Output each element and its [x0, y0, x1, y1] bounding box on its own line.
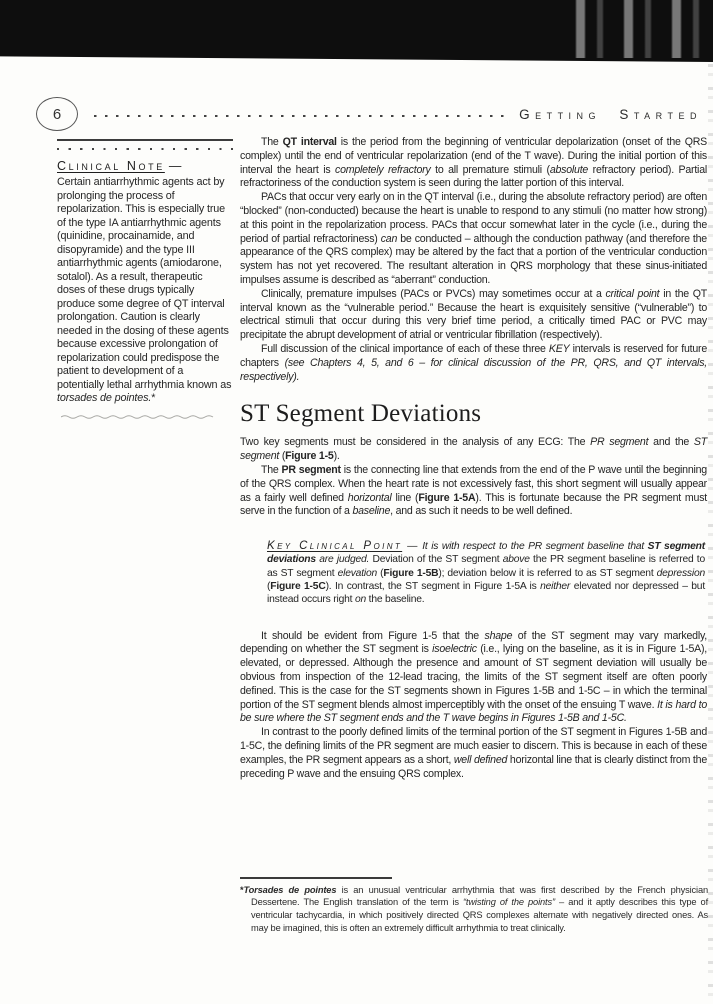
header-dots-leader — [94, 115, 505, 118]
footnote — [240, 877, 708, 935]
key-point-body: It is with respect to the PR segment baseline that ST segment deviations are judged. Deviation of the ST segment above the PR segment baseline is referred to as ST segment elevation (Figure 1-5B); deviation below it is referred to as ST segment depression (Figure 1-5C). In contrast, the ST segment in Figure 1-5A is neither elevated nor depressed – but instead occurs right on the baseline. — [267, 541, 705, 606]
main-column — [240, 136, 707, 781]
key-clinical-point — [267, 540, 705, 606]
key-point-dash: — — [407, 541, 418, 553]
note-title-row — [57, 159, 233, 173]
clinical-note-sidebar — [57, 139, 233, 421]
note-title-dash: — — [168, 159, 182, 174]
paragraph-qt-3: Clinically, premature impulses (PACs or PVCs) may sometimes occur at a critical point in the QT interval known as the “vulnerable period.” Because the heart is exquisitely sensitive (“vulnerable”) to electrical stimuli that occur during this very brief time period, a critically timed PAC or PVC may precipitate the abrupt development of atrial or ventricular fibrillation (respectively). — [240, 287, 707, 342]
paragraph-st-rest-2: In contrast to the poorly defined limits of the terminal portion of the ST segment in Figures 1-5B and 1-5C, the defining limits of the PR segment are much easier to discern. This is because in each of these examples, the PR segment appears as a short, well defined horizontal line that is clearly distinct from the preceding P wave and the ensuing QRS complex. — [240, 726, 707, 780]
paragraph-qt-4: Full discussion of the clinical importance of each of these three KEY intervals is reserved for future chapters (see Chapters 4, 5, and 6 – for clinical discussion of the PR, QRS, and QT intervals, respectively). — [240, 342, 707, 383]
footnote-text — [240, 884, 708, 936]
section-heading: ST Segment Deviations — [240, 400, 482, 428]
note-body: Certain antiarrhythmic agents act by prolonging the process of repolarization. This is especially true of the type IA antiarrhythmic agents (quinidine, procainamide, and disopyramide) and the type III antiarrhythmic agents (amiodarone, sotalol). As a result, therapeutic doses of these drugs typically produce some degree of QT interval prolongation. Caution is clearly needed in the dosing of these agents because excessive prolongation of repolarization could predispose the patient to development of a potentially lethal arrhythmia known as torsades de pointes.* — [57, 176, 232, 405]
paragraph-st-rest-1: It should be evident from Figure 1-5 that the shape of the ST segment may vary markedly, depending on whether the ST segment is isoelectric (i.e., lying on the baseline, as it is in Figure 1-5A), elevated, or depressed. Although the presence and amount of ST segment deviation will usually be obvious from inspection of the 12-lead tracing, the limits of the ST segment itself are often poorly defined. This is the case for the ST segments shown in Figures 1-5B and 1-5C – in which the terminal portion of the ST segment blends almost imperceptibly with the onset of the ensuing T wave. It is hard to be sure where the ST segment ends and the T wave begins in Figures 1-5B and 1-5C. — [240, 629, 708, 725]
page-number: 6 — [52, 105, 62, 123]
scan-band-streaks — [565, 0, 707, 58]
note-end-squiggle — [61, 413, 219, 421]
running-title: Getting Started — [519, 106, 702, 122]
paragraph-qt-2: PACs that occur very early on in the QT interval (i.e., during the absolute refractory period) are often “blocked” (non-conducted) because the heart is unable to respond to any stimuli (no matter how strong) at this point in the repolarization process. PACs that occur somewhat later in the cycle (i.e., during the period of partial refractoriness) can be conducted – although the conduction pathway (and therefore the appearance of the QRS complex) may be altered by the fact that a portion of the ventricular conduction system has not yet recovered. The resultant alteration in QRS morphology that these sinus-initiated impulses assume is described as “aberrant” conduction. — [240, 191, 707, 286]
paragraph-st-intro-2: The PR segment is the connecting line that extends from the end of the P wave until the beginning of the QRS complex. When the heart rate is not excessively fast, this short segment will usually appear as a fairly well defined horizontal line (Figure 1-5A). This is fortunate because the PR segment must serve in the function of a baseline, and as such it needs to be well defined. — [240, 463, 707, 518]
scan-right-edge-noise — [708, 64, 713, 1004]
note-dots-leader — [57, 148, 233, 151]
footnote-rule — [240, 877, 392, 879]
footnote-marker: * — [240, 884, 244, 895]
page-number-badge — [36, 97, 78, 131]
paragraph-qt-1: The QT interval is the period from the beginning of ventricular depolarization (onset of the QRS complex) until the end of ventricular repolarization (end of the T wave). During the initial portion of this interval the heart is completely refractory to all premature stimuli (absolute refractory period). Partial refractoriness of the conduction system is seen during the latter portion of this interval. — [240, 136, 708, 190]
note-top-rule — [57, 139, 233, 141]
scan-top-band — [0, 0, 713, 62]
footnote-body: Torsades de pointes is an unusual ventricular arrhythmia that was first described by the French physician Dessertene. The English translation of the term is “twisting of the points” – and it aptly describes this type of ventricular tachycardia, in which positively directed QRS complexes alternate with negatively directed ones. As may be imagined, this is often an extremely difficult arrhythmia to treat clinically. — [243, 884, 709, 934]
paragraph-st-intro-1: Two key segments must be considered in the analysis of any ECG: The PR segment and the ST segment (Figure 1-5). — [240, 436, 708, 463]
key-point-title: Key Clinical Point — [267, 540, 403, 553]
note-title: Clinical Note — [57, 159, 165, 174]
page-header — [36, 97, 704, 131]
